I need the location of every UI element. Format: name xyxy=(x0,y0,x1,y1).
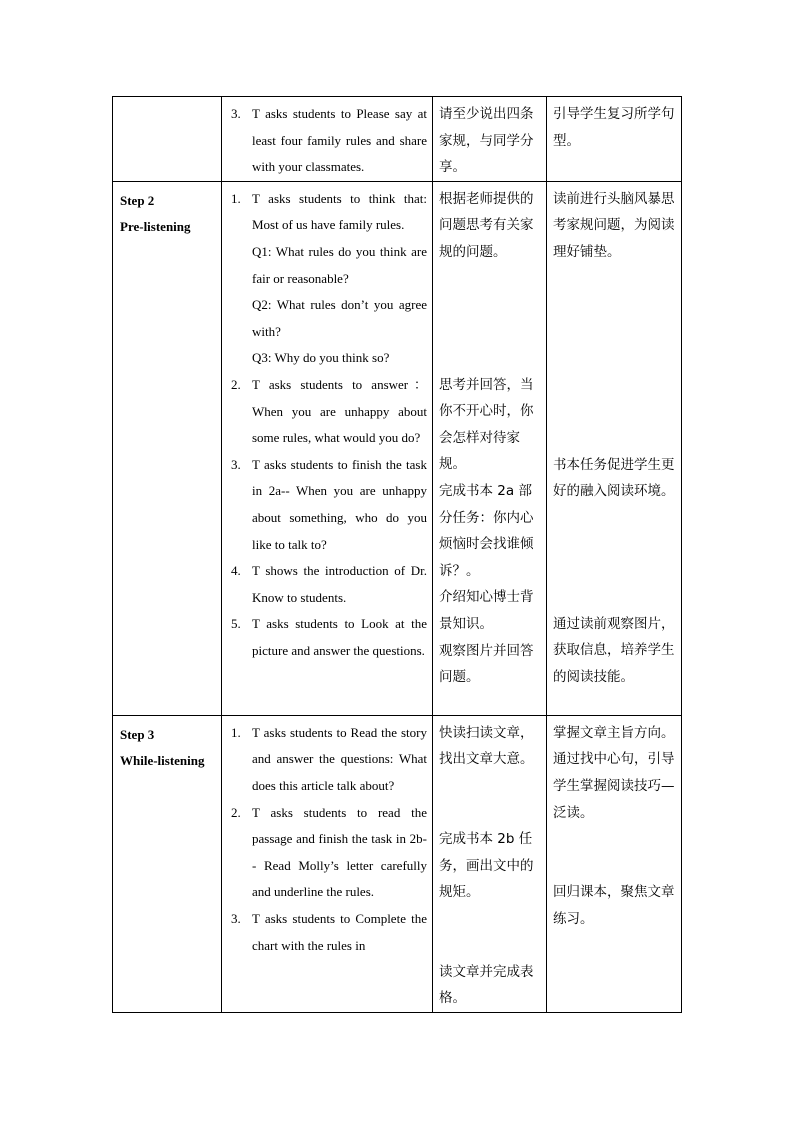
activity-number: 1. xyxy=(231,724,241,740)
purpose-text: 通过读前观察图片，获取信息，培养学生的阅读技能。 xyxy=(553,615,675,685)
purpose-cell xyxy=(547,715,682,1012)
activity-text: T asks students to Complete the chart with the rules in xyxy=(252,910,427,953)
student-activity-text: 请至少说出四条家规，与同学分享。 xyxy=(439,106,534,176)
activity-item xyxy=(231,611,427,664)
activity-item xyxy=(231,239,427,292)
activity-item xyxy=(231,186,427,239)
step-number: Step 3 xyxy=(120,726,155,742)
activity-text: Q1: What rules do you think are fair or reasonable? xyxy=(252,243,427,286)
activity-text: Q3: Why do you think so? xyxy=(252,350,390,366)
activity-text: T asks students to think that: Most of us have family rules. xyxy=(252,190,427,233)
step-cell xyxy=(113,715,222,1012)
activity-text: T asks students to answer：When you are unhappy about some rules, what would you do? xyxy=(252,376,427,446)
table-row xyxy=(113,97,682,182)
activity-number: 3. xyxy=(231,106,241,121)
activity-text: T asks students to Look at the picture and answer the questions. xyxy=(252,616,427,658)
activity-item xyxy=(231,720,427,800)
teacher-activity-cell xyxy=(222,97,433,182)
activity-item xyxy=(231,101,427,181)
student-activity-text: 快读扫读文章，找出文章大意。 xyxy=(439,724,534,768)
activity-text: T shows the introduction of Dr. Know to students. xyxy=(252,563,427,605)
student-activity-text: 根据老师提供的问题思考有关家规的问题。 xyxy=(439,190,534,260)
purpose-text: 书本任务促进学生更好的融入阅读环境。 xyxy=(553,456,675,500)
table-row xyxy=(113,181,682,715)
activity-text: T asks students to read the passage and finish the task in 2b-- Read Molly’s letter carefully and underline the rules. xyxy=(252,804,427,900)
activity-number: 3. xyxy=(231,910,241,926)
activity-item xyxy=(231,906,427,959)
activity-text: T asks students to Please say at least four family rules and share with your classmates. xyxy=(252,106,427,175)
purpose-text: 掌握文章主旨方向。通过找中心句，引导学生掌握阅读技巧—泛读。 xyxy=(553,724,675,821)
activity-text: T asks students to Read the story and answer the questions: What does this article talk about? xyxy=(252,724,427,793)
activity-item xyxy=(231,345,427,372)
purpose-text: 读前进行头脑风暴思考家规问题，为阅读理好铺垫。 xyxy=(553,190,675,260)
purpose-cell xyxy=(547,97,682,182)
activity-item xyxy=(231,372,427,452)
student-activity-text: 读文章并完成表格。 xyxy=(439,963,534,1007)
activity-item xyxy=(231,452,427,558)
activity-text: Q2: What rules don’t you agree with? xyxy=(252,297,427,339)
activity-number: 2. xyxy=(231,804,241,820)
activity-number: 1. xyxy=(231,190,241,206)
student-activity-cell xyxy=(433,97,547,182)
purpose-cell xyxy=(547,181,682,715)
step-stage: Pre-listening xyxy=(120,219,191,235)
step-cell xyxy=(113,181,222,715)
activity-item xyxy=(231,800,427,906)
activity-number: 5. xyxy=(231,616,241,632)
activity-item xyxy=(231,292,427,345)
activity-number: 3. xyxy=(231,456,241,472)
student-activity-text: 完成书本 2b 任务，画出文中的规矩。 xyxy=(439,830,534,901)
student-activity-text: 思考并回答，当你不开心时，你会怎样对待家规。 xyxy=(439,376,534,473)
purpose-text: 回归课本，聚焦文章练习。 xyxy=(553,884,675,927)
student-activity-text: 完成书本 2a 部分任务：你内心烦恼时会找谁倾诉？。 xyxy=(439,482,534,579)
table-row xyxy=(113,715,682,1012)
activity-text: T asks students to finish the task in 2a-- When you are unhappy about something, who do you like to talk to? xyxy=(252,456,427,552)
purpose-text: 引导学生复习所学句型。 xyxy=(553,106,675,149)
student-activity-cell xyxy=(433,715,547,1012)
table-body xyxy=(113,97,682,1013)
step-cell xyxy=(113,97,222,182)
activity-number: 4. xyxy=(231,563,241,579)
lesson-plan-table xyxy=(112,96,682,1013)
step-number: Step 2 xyxy=(120,192,155,208)
teacher-activity-cell xyxy=(222,715,433,1012)
student-activity-text: 观察图片并回答问题。 xyxy=(439,642,534,686)
activity-item xyxy=(231,558,427,611)
student-activity-text: 介绍知心博士背景知识。 xyxy=(439,589,534,632)
student-activity-cell xyxy=(433,181,547,715)
activity-number: 2. xyxy=(231,376,241,392)
step-stage: While-listening xyxy=(120,753,205,769)
teacher-activity-cell xyxy=(222,181,433,715)
